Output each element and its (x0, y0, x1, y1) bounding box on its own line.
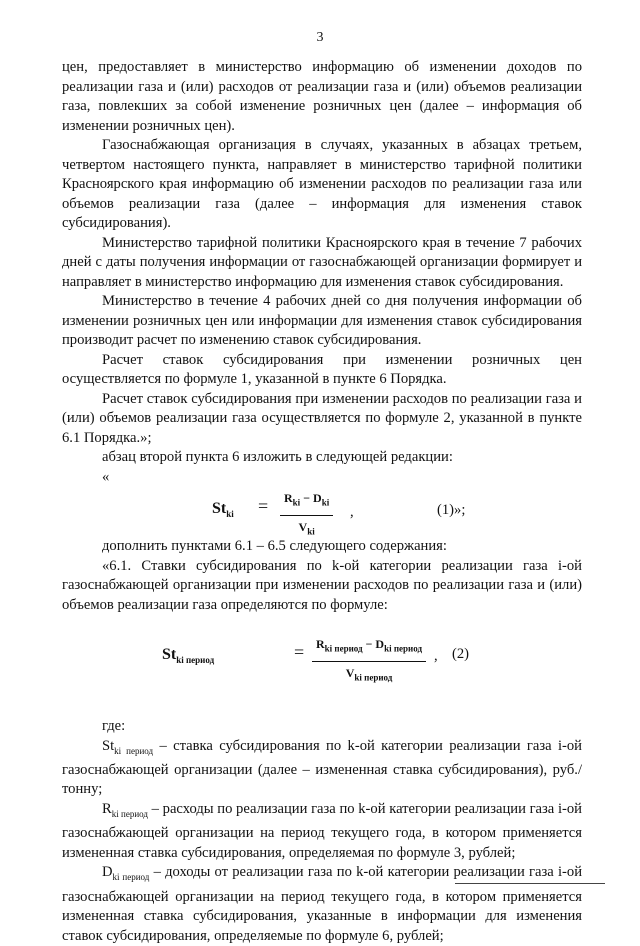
paragraph-2: Газоснабжающая организация в случаях, указанных в абзацах третьем, четвертом настоящего пункта, направляет в министерство тарифной политики Красноярского края информацию об изменении расходов по реализации газа или объемов реализации газа (далее – информация для изменения ставок субсидирования). (62, 137, 582, 231)
formula-2-comma: , (434, 648, 438, 664)
formula-1-fraction: $R_{ki} - D_{ki}$ $V_{ki}$ (280, 489, 333, 542)
paragraph-3: Министерство тарифной политики Красноярского края в течение 7 рабочих дней с даты получения информации от газоснабжающей организации формирует и направляет в министерство информацию для изменения ставок субсидирования. (62, 234, 582, 290)
formula-1-lhs: $St_{ki}$ (212, 500, 234, 520)
document-body (62, 58, 582, 946)
paragraph-4: Министерство в течение 4 рабочих дней со дня получения информации об изменении розничных цен или информации для изменения ставок субсидирования производит расчет по изменению ставок субсидирования. (62, 293, 582, 348)
definition-r: $R_{ki период}$ – расходы по реализации газа по k-ой категории реализации газа i-ой газоснабжающей организации на период текущего года, в котором применяется измененная ставка субсидирования, определяемая по формуле 3, рублей; (62, 800, 582, 861)
where-label: где: (102, 718, 126, 734)
paragraph-9: «6.1. Ставки субсидирования по k-ой категории реализации газа i-ой газоснабжающей организации при изменении расходов по реализации газа и (или) объемов реализации газа определяются по формуле: (62, 557, 582, 613)
formula-2-number: (2) (452, 646, 470, 662)
formula-2-lhs: $St_{ki период}$ (162, 646, 215, 666)
definition-st: $St_{ki период}$ – ставка субсидирования по k-ой категории реализации газа i-ой газоснабжающей организации (далее – измененная ставка субсидирования), руб./тонну; (62, 737, 582, 798)
paragraph-7: абзац второй пункта 6 изложить в следующей редакции: (102, 449, 453, 465)
paragraph-5: Расчет ставок субсидирования при изменении розничных цен осуществляется по формуле 1, указанной в пункте 6 Порядка. (62, 351, 582, 387)
formula-1 (62, 491, 582, 537)
formula-1-comma: , (350, 504, 354, 520)
paragraph-1: цен, предоставляет в министерство информацию об изменении доходов по реализации газа и (или) расходов от реализации газа и (или) объемов реализации газа, повлекших за собой изменение розничных цен (далее – информация об изменении розничных цен). (62, 59, 582, 134)
formula-2-equals: = (294, 642, 305, 662)
formula-1-equals: = (258, 496, 269, 516)
page-number: 3 (316, 30, 324, 45)
formula-2 (62, 633, 582, 691)
formula-2-fraction: $R_{ki период} - D_{ki период}$ $V_{ki период}$ (312, 635, 426, 688)
paragraph-6: Расчет ставок субсидирования при изменении расходов по реализации газа и (или) объемов реализации газа осуществляется по формуле 2, указанной в пункте 6.1 Порядка.»; (62, 390, 582, 446)
quote-open: « (102, 468, 110, 485)
definition-d: $D_{ki период}$ – доходы от реализации газа по k-ой категории реализации газа i-ой газоснабжающей организации на период текущего года, в котором применяется измененная ставка субсидирования, указанные в информации для изменения ставок субсидирования, определяемые по формуле 6, рублей; (62, 864, 582, 944)
footer-rule (455, 883, 605, 884)
formula-1-number: (1)»; (437, 502, 466, 518)
paragraph-8: дополнить пунктами 6.1 – 6.5 следующего содержания: (102, 538, 447, 554)
